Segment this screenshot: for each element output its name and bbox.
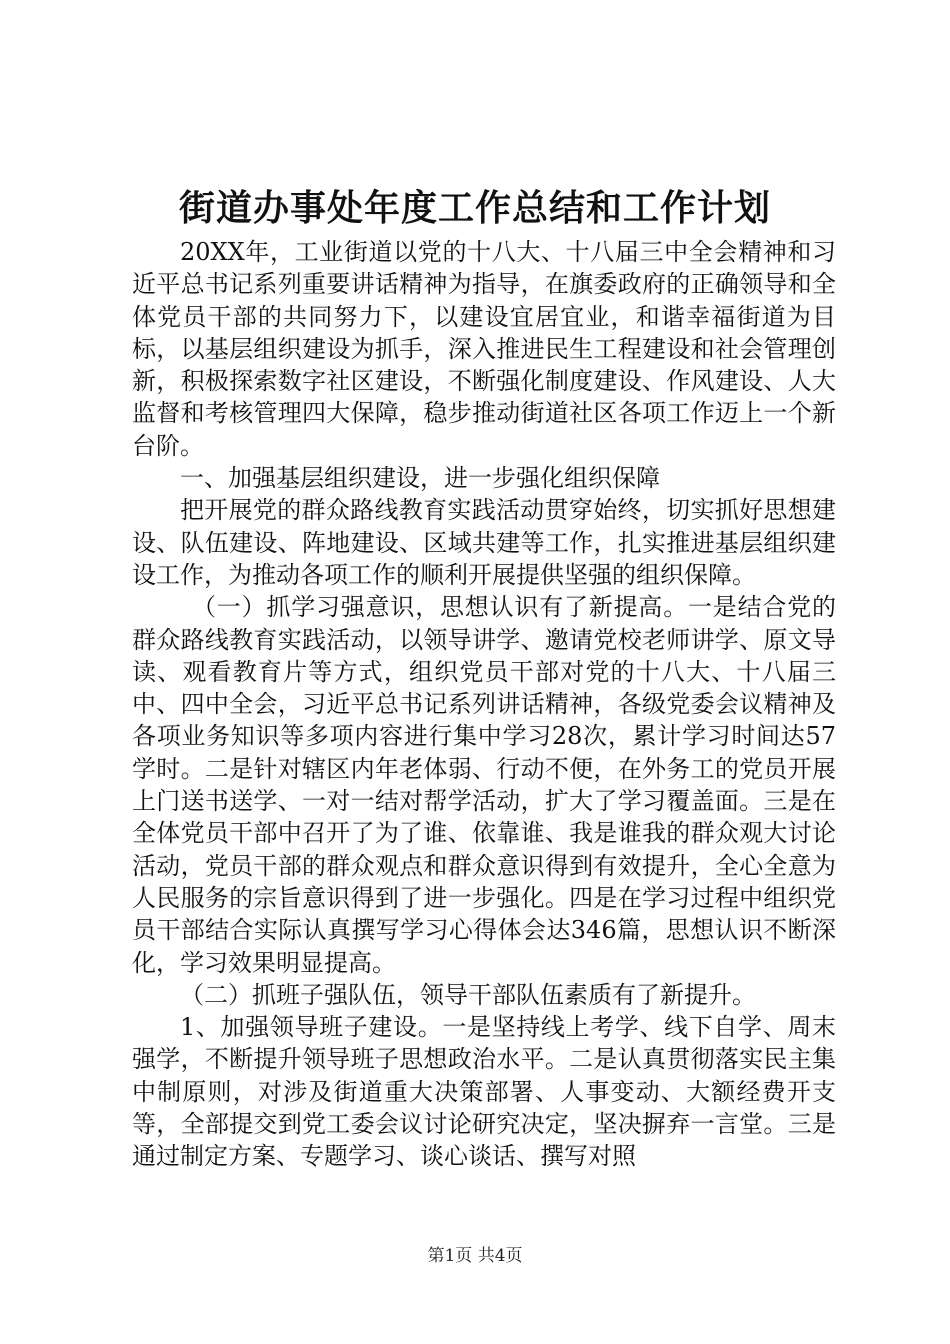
paragraph-section-1: 把开展党的群众路线教育实践活动贯穿始终，切实抓好思想建设、队伍建设、阵地建设、区域共建等工作，扎实推进基层组织建设工作，为推动各项工作的顺利开展提供坚强的组织保障。 xyxy=(132,496,836,589)
paragraph-intro: 20XX年，工业街道以党的十八大、十八届三中全会精神和习近平总书记系列重要讲话精神为指导，在旗委政府的正确领导和全体党员干部的共同努力下，以建设宜居宜业，和谐幸福街道为目标，以基层组织建设为抓手，深入推进民生工程建设和社会管理创新，积极探索数字社区建设，不断强化制度建设、作风建设、人大监督和考核管理四大保障，稳步推动街道社区各项工作迈上一个新台阶。 xyxy=(132,238,836,460)
section-heading-1: 一、加强基层组织建设，进一步强化组织保障 xyxy=(180,464,660,493)
page-footer: 第1页 共4页 xyxy=(427,1246,523,1266)
document-body xyxy=(132,236,836,1173)
subsection-heading-2: （二）抓班子强队伍，领导干部队伍素质有了新提升。 xyxy=(180,980,756,1009)
paragraph-subsection-1: （一）抓学习强意识，思想认识有了新提高。一是结合党的群众路线教育实践活动，以领导讲学、邀请党校老师讲学、原文导读、观看教育片等方式，组织党员干部对党的十八大、十八届三中、四中全会，习近平总书记系列讲话精神，各级党委会议精神及各项业务知识等多项内容进行集中学习28次，累计学习时间达57学时。二是针对辖区内年老体弱、行动不便，在外务工的党员开展上门送书送学、一对一结对帮学活动，扩大了学习覆盖面。三是在全体党员干部中召开了为了谁、依靠谁、我是谁我的群众观大讨论活动，党员干部的群众观点和群众意识得到有效提升，全心全意为人民服务的宗旨意识得到了进一步强化。四是在学习过程中组织党员干部结合实际认真撰写学习心得体会达346篇，思想认识不断深化，学习效果明显提高。 xyxy=(132,593,836,977)
document-title: 街道办事处年度工作总结和工作计划 xyxy=(178,187,771,229)
paragraph-item-1: 1、加强领导班子建设。一是坚持线上考学、线下自学、周末强学，不断提升领导班子思想政治水平。二是认真贯彻落实民主集中制原则，对涉及街道重大决策部署、人事变动、大额经费开支等，全部提交到党工委会议讨论研究决定，坚决摒弃一言堂。三是通过制定方案、专题学习、谈心谈话、撰写对照 xyxy=(132,1013,836,1171)
